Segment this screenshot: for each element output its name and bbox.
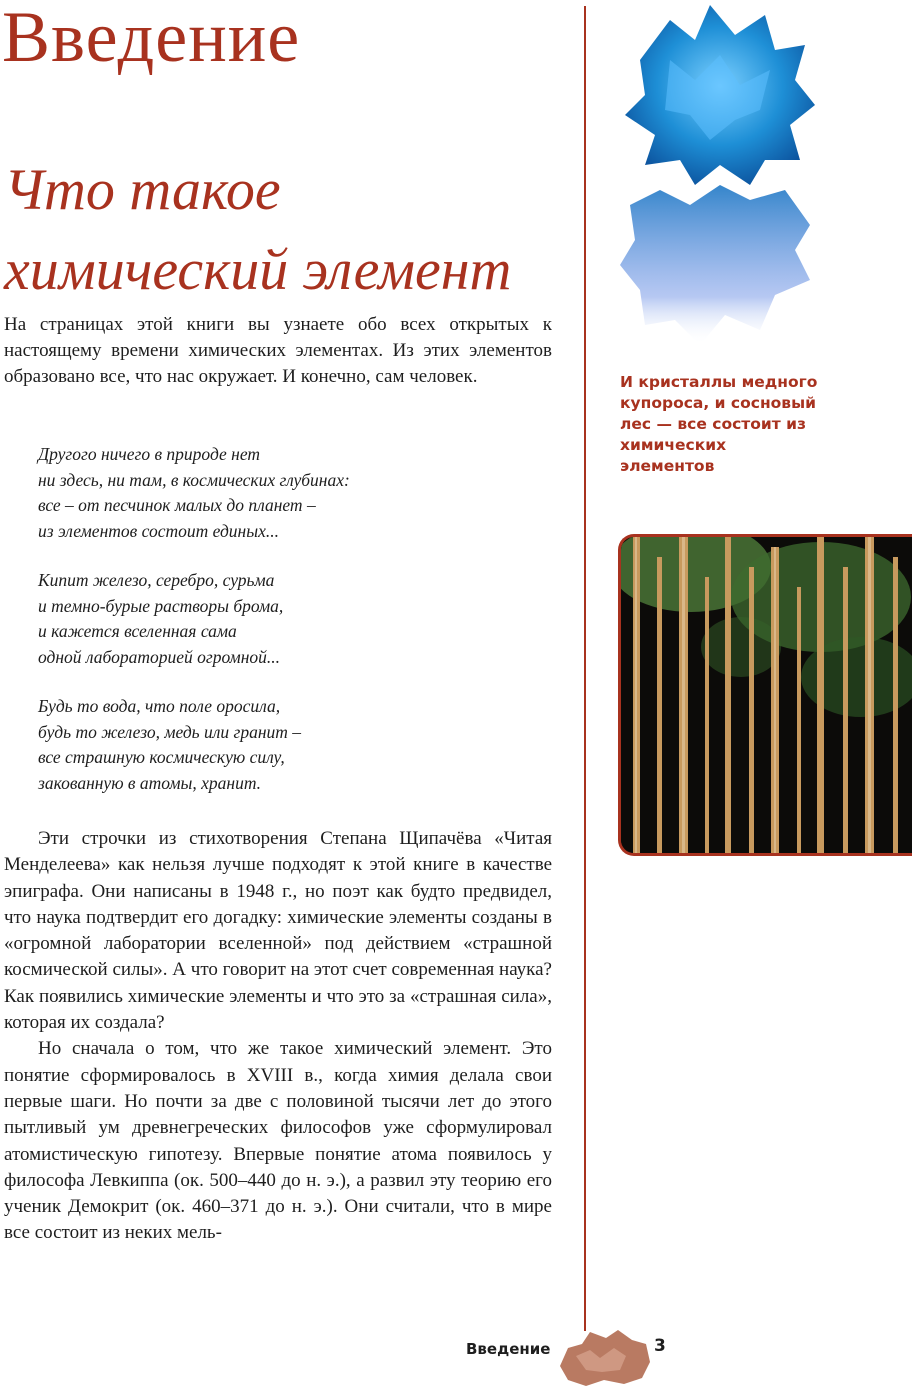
epigraph-poem xyxy=(38,442,558,820)
copper-sulfate-crystal-image xyxy=(600,0,828,350)
mineral-stone-icon xyxy=(556,1326,652,1388)
poem-line: все страшную космическую силу, xyxy=(38,747,285,767)
poem-line: одной лабораторией огромной... xyxy=(38,646,281,667)
section-title xyxy=(4,150,511,310)
poem-line: все – от песчинок малых до планет – xyxy=(38,495,316,515)
pine-forest-image xyxy=(618,534,912,856)
page-number: 3 xyxy=(654,1336,666,1356)
body-text xyxy=(4,826,552,1247)
poem-line: ни здесь, ни там, в космических глубинах: xyxy=(38,469,350,490)
poem-line: и темно-бурые растворы брома, xyxy=(38,595,284,616)
image-caption: И кристаллы медного купороса, и сосновый лес — все состоит из химических элементов xyxy=(620,373,818,475)
poem-stanza-2 xyxy=(38,568,558,670)
poem-line: Будь то вода, что поле оросила, xyxy=(38,696,281,716)
poem-stanza-3 xyxy=(38,694,558,796)
poem-stanza-1 xyxy=(38,442,558,544)
chapter-title: Введение xyxy=(2,0,301,77)
section-title-line-2: химический элемент xyxy=(4,237,512,302)
section-title-line-1: Что такое xyxy=(4,157,281,222)
body-paragraph-2: Но сначала о том, что же такое химический элемент. Это понятие сформировалось в XVIII в., когда химия делала свои первые шаги. Но почти за две с половиной тысячи лет до этого пытливый ум древнегреческих философов уже сформулировал атомистическую гипотезу. Впервые понятие атома появилось у философа Левкиппа (ок. 500–440 до н. э.), а развил эту теорию его ученик Демокрит (ок. 460–371 до н. э.). Они считали, что в мире все состоит из неких мель- xyxy=(4,1038,552,1244)
poem-line: и кажется вселенная сама xyxy=(38,621,237,641)
intro-paragraph: На страницах этой книги вы узнаете обо всех открытых к настоящему времени химических элементах. Из этих элементов образовано все, что нас окружает. И конечно, сам человек. xyxy=(4,314,552,387)
poem-line: будь то железо, медь или гранит – xyxy=(38,721,302,742)
poem-line: Кипит железо, серебро, сурьма xyxy=(38,570,275,590)
body-paragraph-1: Эти строчки из стихотворения Степана Щипачёва «Читая Менделеева» как нельзя лучше подходят к этой книге в качестве эпиграфа. Они написаны в 1948 г., но поэт как будто предвидел, что наука подтвердит его догадку: химические элементы созданы в «огромной лаборатории вселенной» под действием «страшной космической силы». А что говорит на этот счет современная наука? Как появились химические элементы и что это за «страшная сила», которая их создала? xyxy=(4,828,552,1034)
poem-line: из элементов состоит единых... xyxy=(38,520,279,541)
footer-section-label: Введение xyxy=(466,1340,551,1358)
poem-line: Другого ничего в природе нет xyxy=(38,444,261,464)
column-divider xyxy=(584,6,586,1331)
poem-line: закованную в атомы, хранит. xyxy=(38,772,262,793)
